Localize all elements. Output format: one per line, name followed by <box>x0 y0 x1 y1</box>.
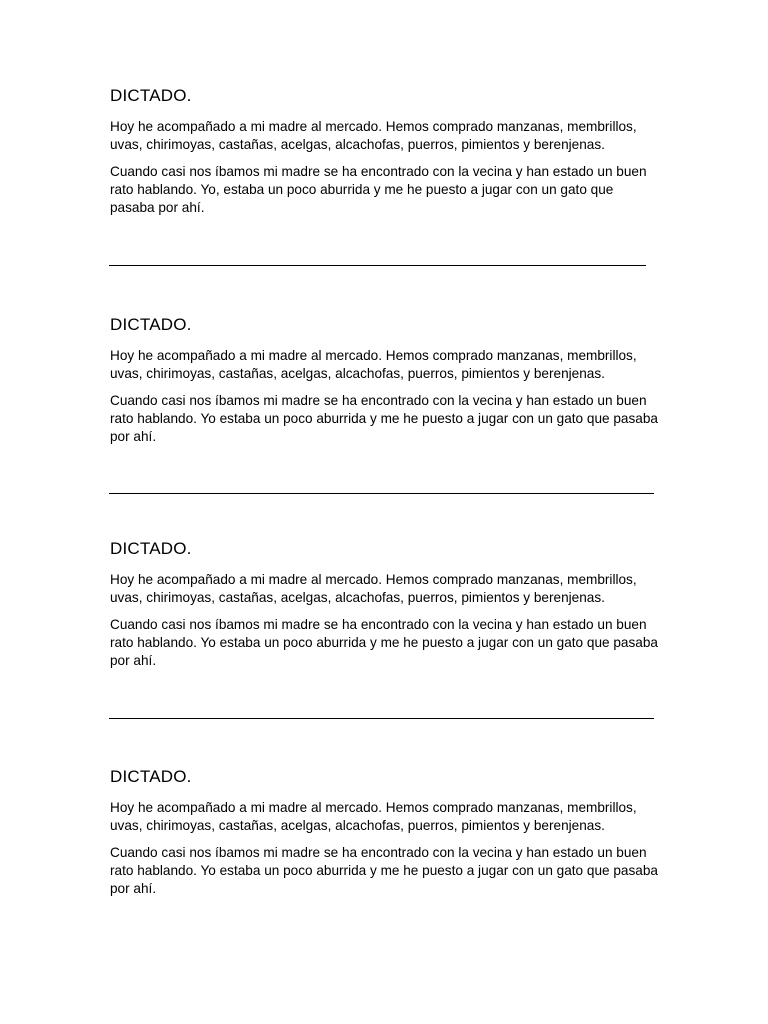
dictation-block-4 <box>110 767 670 907</box>
dictation-paragraph-2: Cuando casi nos íbamos mi madre se ha encontrado con la vecina y han estado un buen rato hablando. Yo, estaba un poco aburrida y me he puesto a jugar con un gato que pasaba por ahí. <box>110 164 647 215</box>
dictation-paragraph-1: Hoy he acompañado a mi madre al mercado. Hemos comprado manzanas, membrillos, uvas, chirimoyas, castañas, acelgas, alcachofas, puerros, pimientos y berenjenas. <box>110 800 637 833</box>
dictation-paragraph-2: Cuando casi nos íbamos mi madre se ha encontrado con la vecina y han estado un buen rato hablando. Yo estaba un poco aburrida y me he puesto a jugar con un gato que pasaba por ahí. <box>110 393 658 444</box>
separator-line <box>109 265 646 266</box>
dictation-title: DICTADO. <box>110 539 192 558</box>
dictation-block-2 <box>110 315 670 455</box>
dictation-title: DICTADO. <box>110 767 192 786</box>
dictation-block-1 <box>110 86 670 226</box>
dictation-paragraph-1: Hoy he acompañado a mi madre al mercado. Hemos comprado manzanas, membrillos, uvas, chirimoyas, castañas, acelgas, alcachofas, puerros, pimientos y berenjenas. <box>110 572 637 605</box>
separator-line <box>109 493 654 494</box>
dictation-paragraph-1: Hoy he acompañado a mi madre al mercado. Hemos comprado manzanas, membrillos, uvas, chirimoyas, castañas, acelgas, alcachofas, puerros, pimientos y berenjenas. <box>110 348 637 381</box>
dictation-paragraph-2: Cuando casi nos íbamos mi madre se ha encontrado con la vecina y han estado un buen rato hablando. Yo estaba un poco aburrida y me he puesto a jugar con un gato que pasaba por ahí. <box>110 617 658 668</box>
dictation-paragraph-1: Hoy he acompañado a mi madre al mercado. Hemos comprado manzanas, membrillos, uvas, chirimoyas, castañas, acelgas, alcachofas, puerros, pimientos y berenjenas. <box>110 119 637 152</box>
dictation-block-3 <box>110 539 670 679</box>
dictation-title: DICTADO. <box>110 315 192 334</box>
separator-line <box>109 718 654 719</box>
dictation-title: DICTADO. <box>110 86 192 105</box>
dictation-paragraph-2: Cuando casi nos íbamos mi madre se ha encontrado con la vecina y han estado un buen rato hablando. Yo estaba un poco aburrida y me he puesto a jugar con un gato que pasaba por ahí. <box>110 845 658 896</box>
